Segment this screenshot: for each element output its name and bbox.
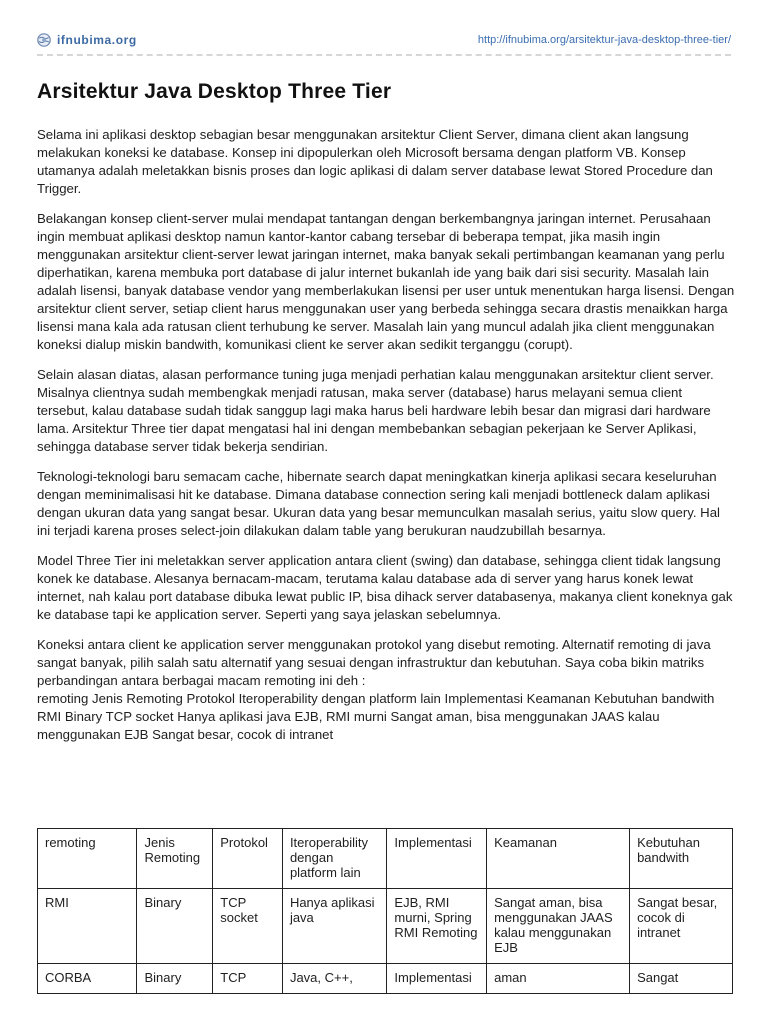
paragraph-line: RMI Binary TCP socket Hanya aplikasi java EJB, RMI murni Sangat aman, bisa menggunakan JAAS kalau menggunakan EJB Sangat besar, cocok di intranet [37, 709, 660, 742]
header-cell: Jenis Remoting [137, 829, 213, 889]
table-cell: Sangat [630, 964, 733, 994]
table-cell: Java, C++, [282, 964, 386, 994]
paragraph: Selama ini aplikasi desktop sebagian besar menggunakan arsitektur Client Server, dimana client akan langsung melakukan koneksi ke database. Konsep ini dipopulerkan oleh Microsoft bersama dengan platform VB. Konsep utamanya adalah meletakkan bisnis proses dan logic aplikasi di dalam server database lewat Stored Procedure dan Trigger. [37, 127, 713, 196]
table-cell: TCP [213, 964, 283, 994]
globe-icon [37, 33, 51, 47]
table-cell: Binary [137, 964, 213, 994]
table-cell: EJB, RMI murni, Spring RMI Remoting [387, 889, 487, 964]
table-row [38, 964, 733, 994]
site-brand[interactable] [37, 33, 137, 47]
page-header [37, 30, 731, 56]
paragraph: Selain alasan diatas, alasan performance tuning juga menjadi perhatian kalau menggunakan arsitektur client server. Misalnya clientnya sudah membengkak menjadi ratusan, maka server (database) harus melayani semua client tersebut, kalau database sudah tidak sanggup lagi maka harus beli hardware lebih besar dan migrasi dari hardware lama. Arsitektur Three tier dapat mengatasi hal ini dengan membebankan sebagian pekerjaan ke Server Aplikasi, sehingga database server tidak bekerja sendirian. [37, 367, 714, 454]
remoting-paragraph [37, 636, 735, 744]
header-cell: Protokol [213, 829, 283, 889]
remoting-comparison-table [37, 828, 733, 994]
paragraph-line: Koneksi antara client ke application server menggunakan protokol yang disebut remoting. Alternatif remoting di java sangat banyak, pilih salah satu alternatif yang sesuai dengan infrastruktur dan kebutuhan. Saya coba bikin matriks perbandingan antara berbagai macam remoting ini deh : [37, 637, 711, 688]
table-cell: Sangat besar, cocok di intranet [630, 889, 733, 964]
page-url-link[interactable]: http://ifnubima.org/arsitektur-java-desktop-three-tier/ [477, 34, 731, 46]
page-title: Arsitektur Java Desktop Three Tier [37, 80, 392, 103]
table-cell: Implementasi [387, 964, 487, 994]
header-cell: Implementasi [387, 829, 487, 889]
paragraph: Belakangan konsep client-server mulai mendapat tantangan dengan berkembangnya jaringan internet. Perusahaan ingin membuat aplikasi desktop namun kantor-kantor cabang tersebar di beberapa tempat, jika masih ingin menggunakan arsitektur client-server lewat jaringan internet, maka banyak sekali pertimbangan keamanan yang perlu diperhatikan, karena membuka port database di jalur internet bukanlah ide yang baik dari sisi security. Masalah lain adalah lisensi, banyak database vendor yang memberlakukan lisensi per user untuk menentukan harga lisensi. Dengan arsitektur client server, setiap client harus menggunakan user yang berbeda sehingga secara drastis menaikkan harga lisensi mana kala ada ratusan client terhubung ke server. Masalah lain yang muncul adalah jika client menggunakan koneksi dialup miskin bandwith, komunikasi client ke server akan sedikit terganggu (corupt). [37, 211, 735, 352]
table-cell: Sangat aman, bisa menggunakan JAAS kalau menggunakan EJB [487, 889, 630, 964]
paragraph: Teknologi-teknologi baru semacam cache, hibernate search dapat meningkatkan kinerja aplikasi secara keseluruhan dengan meminimalisasi hit ke database. Dimana database connection sering kali menjadi bottleneck dalam aplikasi dengan ukuran data yang sangat besar. Ukuran data yang besar memunculkan masalah serius, yaitu slow query. Hal ini terjadi karena proses select-join dilakukan dalam table yang berukuran naudzubillah besarnya. [37, 469, 720, 538]
table-cell: aman [487, 964, 630, 994]
table-cell: Hanya aplikasi java [282, 889, 386, 964]
table-cell: CORBA [38, 964, 137, 994]
header-cell: Kebutuhan bandwith [630, 829, 733, 889]
header-cell: Keamanan [487, 829, 630, 889]
site-name: ifnubima.org [57, 33, 137, 47]
header-cell: Iteroperability dengan platform lain [282, 829, 386, 889]
paragraph: Model Three Tier ini meletakkan server application antara client (swing) dan database, sehingga client tidak langsung konek ke database. Alesanya bernacam-macam, terutama kalau database ada di server yang harus konek lewat internet, nah kalau port database dibuka lewat public IP, bisa dihack server databasenya, makanya client koneknya gak ke database tapi ke application server. Seperti yang saya jelaskan sebelumnya. [37, 553, 733, 622]
table-row [38, 889, 733, 964]
table-cell: Binary [137, 889, 213, 964]
table-cell: RMI [38, 889, 137, 964]
table-cell: TCP socket [213, 889, 283, 964]
header-cell: remoting [38, 829, 137, 889]
table-header-row [38, 829, 733, 889]
paragraph-line: remoting Jenis Remoting Protokol Iteroperability dengan platform lain Implementasi Keamanan Kebutuhan bandwith [37, 691, 715, 706]
article-body [37, 126, 735, 756]
